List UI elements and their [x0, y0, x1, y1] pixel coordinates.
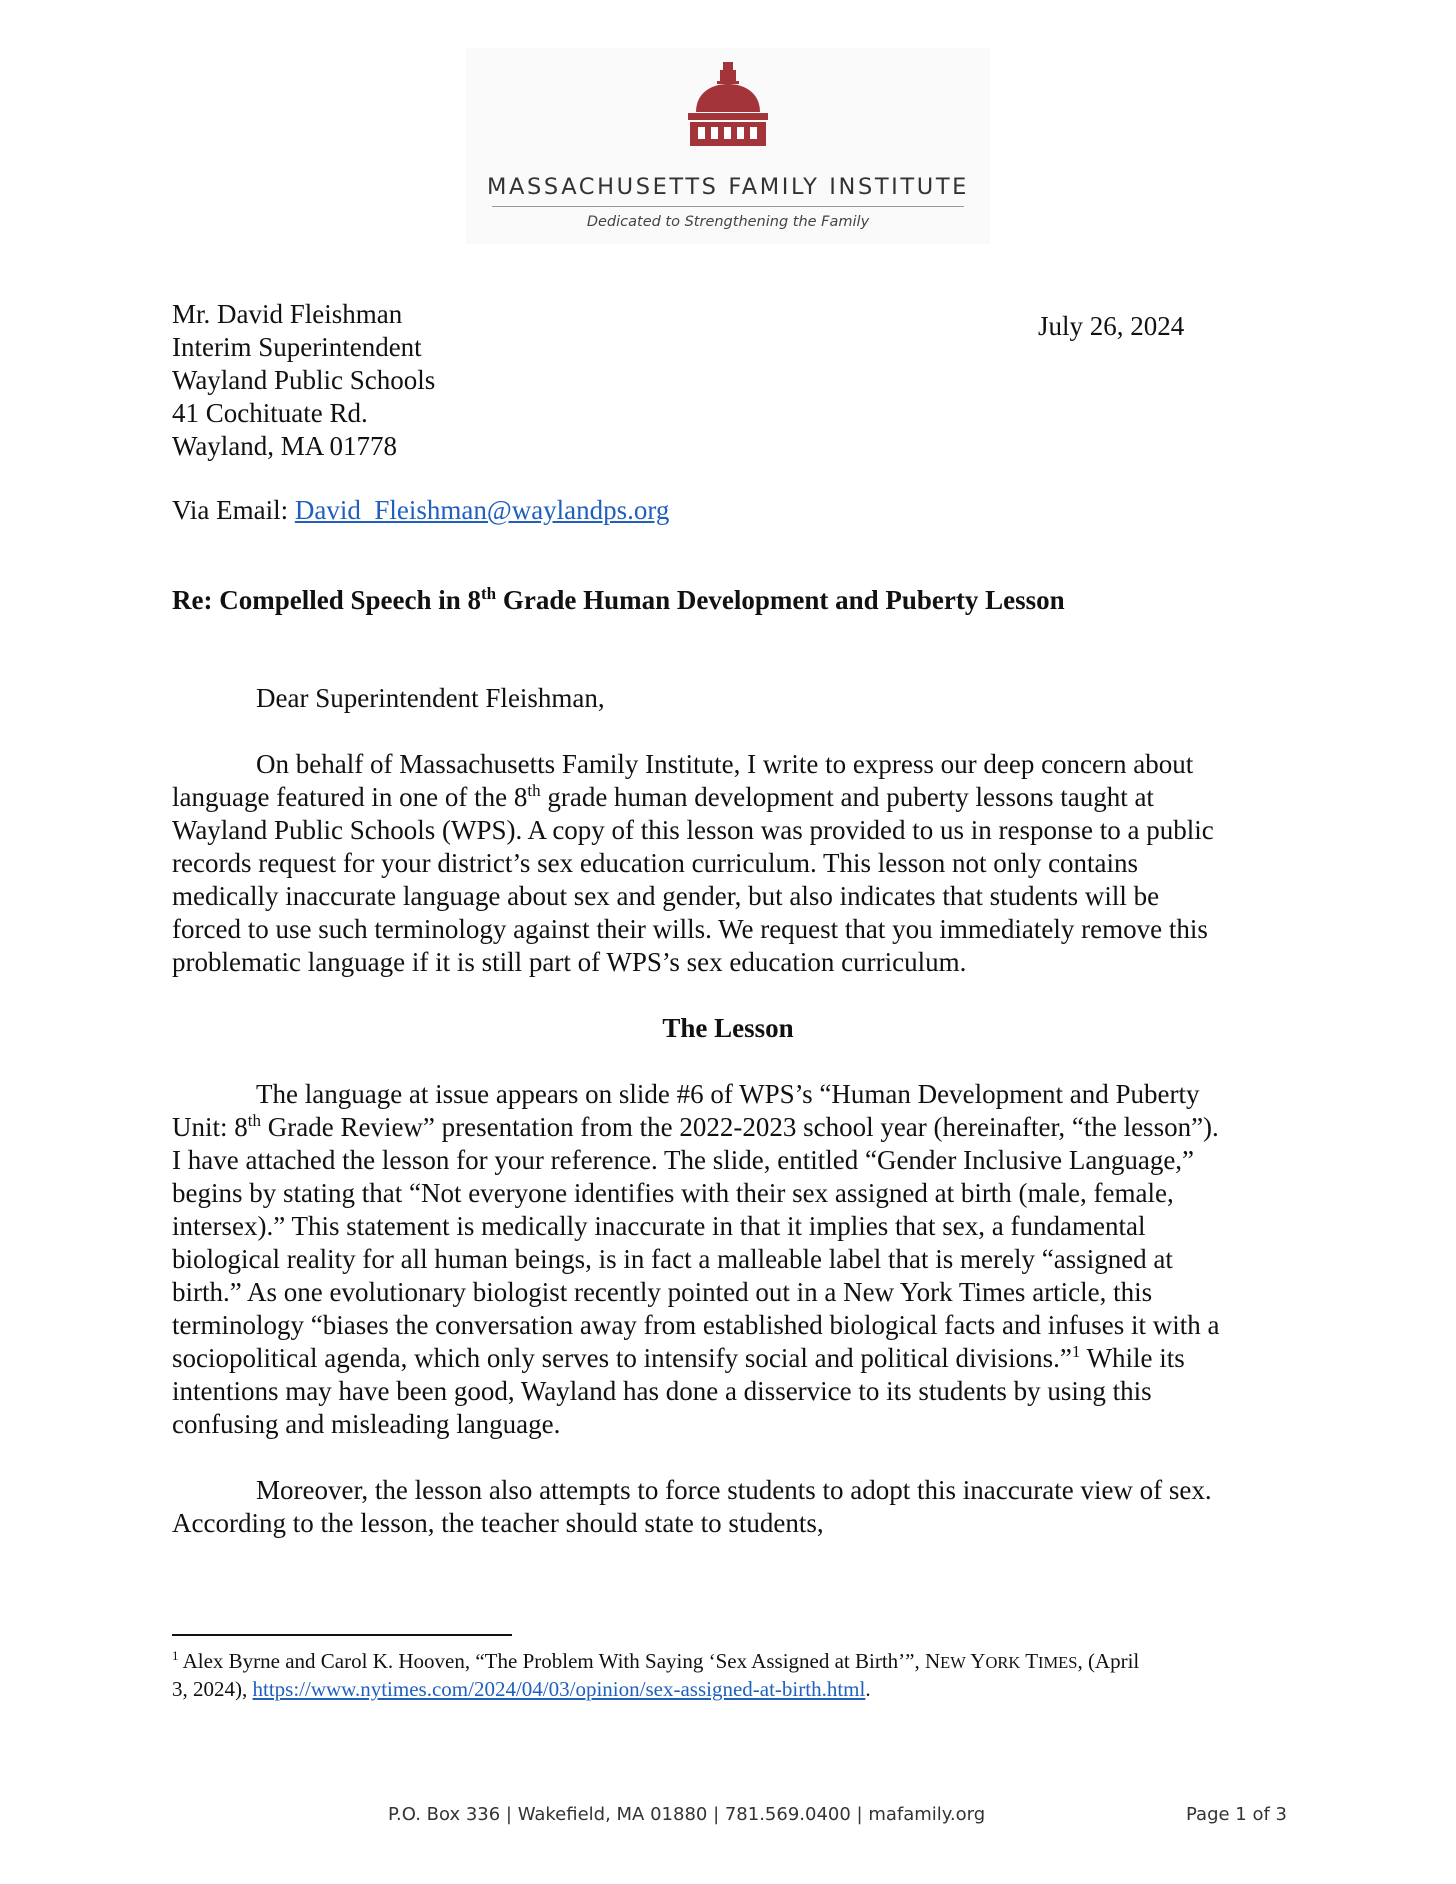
paragraph-line: medically inaccurate language about sex and gender, but also indicates that students will be [172, 881, 1160, 911]
paragraph-line [172, 1111, 1292, 1144]
footnote-line [172, 1648, 1139, 1676]
subject-prefix: Re: Compelled Speech in 8 [172, 585, 481, 615]
superscript: th [247, 1111, 261, 1130]
publication-name: NEW YORK TIMES [924, 1649, 1078, 1673]
recipient-street: 41 Cochituate Rd. [172, 398, 368, 428]
subject-suffix: Grade Human Development and Puberty Lesson [496, 585, 1065, 615]
paragraph-line: begins by stating that “Not everyone identifies with their sex assigned at birth (male, female, [172, 1178, 1174, 1208]
paragraph-line: birth.” As one evolutionary biologist recently pointed out in a New York Times article, this [172, 1277, 1153, 1307]
text-run: Unit: 8 [172, 1112, 248, 1142]
paragraph-line: intersex).” This statement is medically inaccurate in that it implies that sex, a fundamental [172, 1211, 1146, 1241]
paragraph-line: The language at issue appears on slide #6 of WPS’s “Human Development and Puberty [256, 1079, 1200, 1109]
footnote-marker: 1 [172, 1648, 179, 1663]
paragraph-line: biological reality for all human beings, is in fact a malleable label that is merely “assigned at [172, 1244, 1173, 1274]
paragraph-line [172, 781, 1292, 814]
subject-superscript: th [480, 584, 497, 603]
text-run: sociopolitical agenda, which only serves to intensify social and political divisions.” [172, 1343, 1072, 1373]
paragraph-line: I have attached the lesson for your reference. The slide, entitled “Gender Inclusive Language,” [172, 1145, 1195, 1175]
paragraph-intro [172, 748, 1292, 979]
footnote-period: . [865, 1677, 871, 1701]
footnote-date: , (April [1077, 1649, 1140, 1673]
footnote-date-cont: 3, 2024), [172, 1677, 253, 1701]
paragraph-line: records request for your district’s sex education curriculum. This lesson not only contains [172, 848, 1139, 878]
email-link[interactable]: David_Fleishman@waylandps.org [294, 495, 670, 525]
footnote-separator [172, 1634, 512, 1636]
paragraph-line: forced to use such terminology against their wills. We request that you immediately remove this [172, 914, 1208, 944]
text-run: Grade Review” presentation from the 2022-2023 school year (hereinafter, “the lesson”). [261, 1112, 1219, 1142]
paragraph-line: Moreover, the lesson also attempts to force students to adopt this inaccurate view of sex. [256, 1475, 1212, 1505]
paragraph-line: terminology “biases the conversation away from established biological facts and infuses it with a [172, 1310, 1220, 1340]
paragraph-line: confusing and misleading language. [172, 1409, 561, 1439]
text-run: While its [1080, 1343, 1185, 1373]
paragraph-line: On behalf of Massachusetts Family Institute, I write to express our deep concern about [256, 749, 1194, 779]
page-number: Page 1 of 3 [1186, 1804, 1287, 1825]
footnote-url-link[interactable]: https://www.nytimes.com/2024/04/03/opinion/sex-assigned-at-birth.html [252, 1677, 866, 1701]
footnote-authors: Alex Byrne and Carol K. Hooven, “The Problem With Saying ‘Sex Assigned at Birth’”, [178, 1649, 925, 1673]
superscript: th [527, 781, 541, 800]
letterhead-logo [466, 48, 990, 244]
footnote-line [172, 1676, 1139, 1703]
recipient-org: Wayland Public Schools [172, 365, 436, 395]
paragraph-line: Wayland Public Schools (WPS). A copy of this lesson was provided to us in response to a public [172, 815, 1214, 845]
paragraph-line: According to the lesson, the teacher should state to students, [172, 1508, 824, 1538]
recipient-address [172, 298, 435, 463]
recipient-title: Interim Superintendent [172, 332, 422, 362]
subject-line [172, 584, 1065, 617]
paragraph-moreover [172, 1474, 1292, 1540]
footnote [172, 1648, 1139, 1703]
org-name: MASSACHUSETTS FAMILY INSTITUTE [487, 174, 969, 200]
logo-divider [492, 206, 964, 207]
org-tagline: Dedicated to Strengthening the Family [586, 214, 870, 230]
paragraph-line [172, 1342, 1292, 1375]
paragraph-line: intentions may have been good, Wayland has done a disservice to its students by using this [172, 1376, 1152, 1406]
salutation: Dear Superintendent Fleishman, [256, 683, 605, 713]
footnote-reference[interactable]: 1 [1071, 1342, 1081, 1361]
via-email-label: Via Email: [172, 495, 295, 525]
text-run: language featured in one of the 8 [172, 782, 528, 812]
recipient-name: Mr. David Fleishman [172, 299, 403, 329]
paragraph-lesson [172, 1078, 1292, 1441]
paragraph-line: problematic language if it is still part of WPS’s sex education curriculum. [172, 947, 967, 977]
via-email-line [172, 494, 669, 527]
text-run: grade human development and puberty lessons taught at [540, 782, 1154, 812]
recipient-city: Wayland, MA 01778 [172, 431, 398, 461]
footer-contact: P.O. Box 336 | Wakefield, MA 01880 | 781.569.0400 | mafamily.org [388, 1804, 986, 1825]
section-heading: The Lesson [662, 1013, 794, 1043]
capitol-dome-icon [682, 60, 774, 160]
letter-date: July 26, 2024 [1038, 311, 1185, 341]
